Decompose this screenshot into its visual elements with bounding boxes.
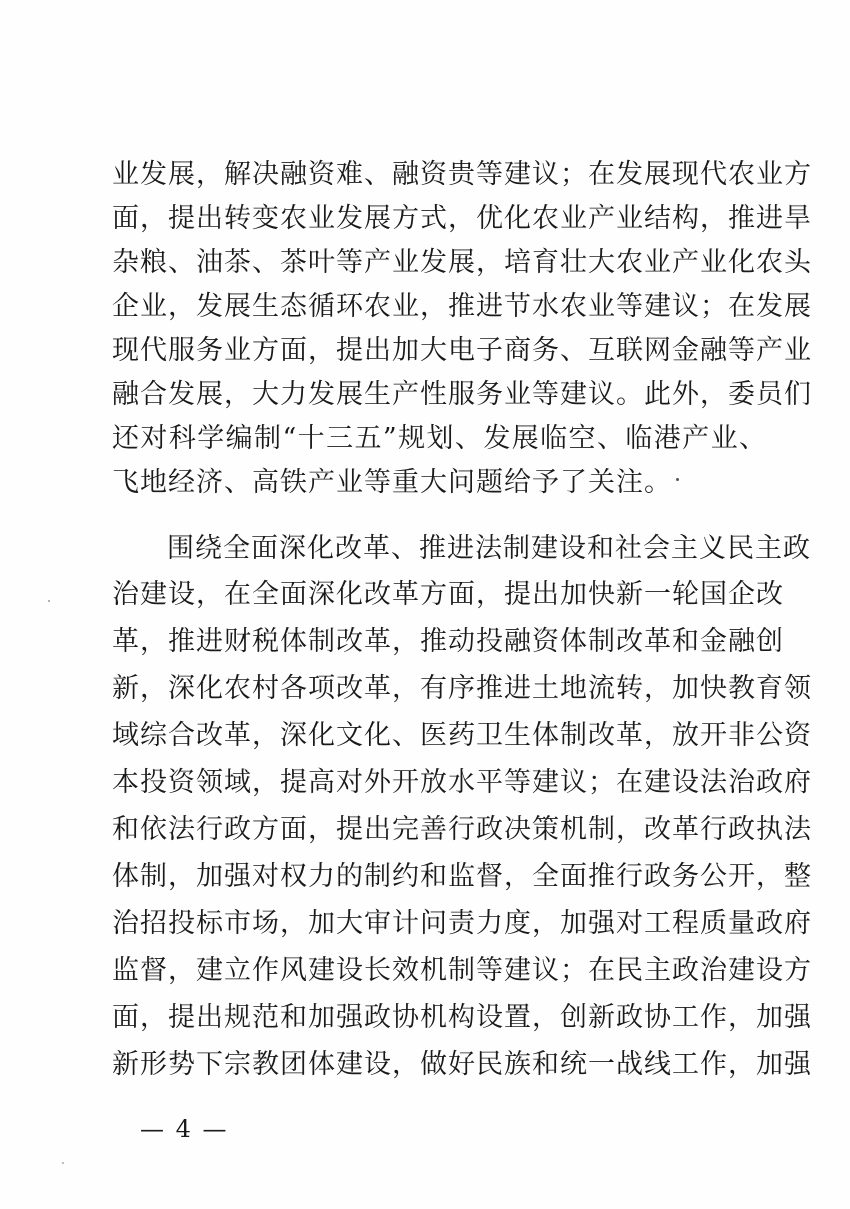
text-line-17: 治招投标市场，加大审计问责力度，加强对工程质量政府 [112, 908, 812, 939]
text-line-20: 新形势下宗教团体建设，做好民族和统一战线工作，加强 [112, 1049, 812, 1080]
text-line-3: 杂粮、油茶、茶叶等产业发展，培育壮大农业产业化农头 [112, 247, 812, 278]
text-line-6: 融合发展，大力发展生产性服务业等建议。此外，委员们 [112, 379, 812, 410]
text-line-15: 和依法行政方面，提出完善行政决策机制，改革行政执法 [112, 814, 812, 845]
text-line-4: 企业，发展生态循环农业，推进节水农业等建议；在发展 [112, 291, 812, 322]
text-line-19: 面，提出规范和加强政协机构设置，创新政协工作，加强 [112, 1002, 812, 1033]
scan-speck [62, 1162, 64, 1164]
text-line-7: 还对科学编制“十三五”规划、发展临空、临港产业、 [112, 423, 767, 454]
text-line-1: 业发展，解决融资难、融资贵等建议；在发展现代农业方 [112, 159, 812, 190]
text-line-16: 体制，加强对权力的制约和监督，全面推行政务公开，整 [112, 861, 812, 892]
text-line-8: 飞地经济、高铁产业等重大问题给予了关注。 [112, 467, 672, 498]
text-line-18: 监督，建立作风建设长效机制等建议；在民主政治建设方 [112, 955, 812, 986]
text-line-5: 现代服务业方面，提出加大电子商务、互联网金融等产业 [112, 335, 812, 366]
text-line-13: 域综合改革，深化文化、医药卫生体制改革，放开非公资 [112, 720, 812, 751]
text-line-10: 治建设，在全面深化改革方面，提出加快新一轮国企改 [112, 579, 784, 610]
text-line-2: 面，提出转变农业发展方式，优化农业产业结构，推进旱 [112, 203, 812, 234]
text-line-9: 围绕全面深化改革、推进法制建设和社会主义民主政 [167, 533, 811, 564]
text-line-14: 本投资领域，提高对外开放水平等建议；在建设法治政府 [112, 767, 812, 798]
scan-speck [676, 478, 679, 481]
scan-speck [48, 600, 50, 602]
text-line-12: 新，深化农村各项改革，有序推进土地流转，加快教育领 [112, 673, 812, 704]
page-number: — 4 — [140, 1115, 229, 1143]
text-line-11: 革，推进财税体制改革，推动投融资体制改革和金融创 [112, 626, 784, 657]
